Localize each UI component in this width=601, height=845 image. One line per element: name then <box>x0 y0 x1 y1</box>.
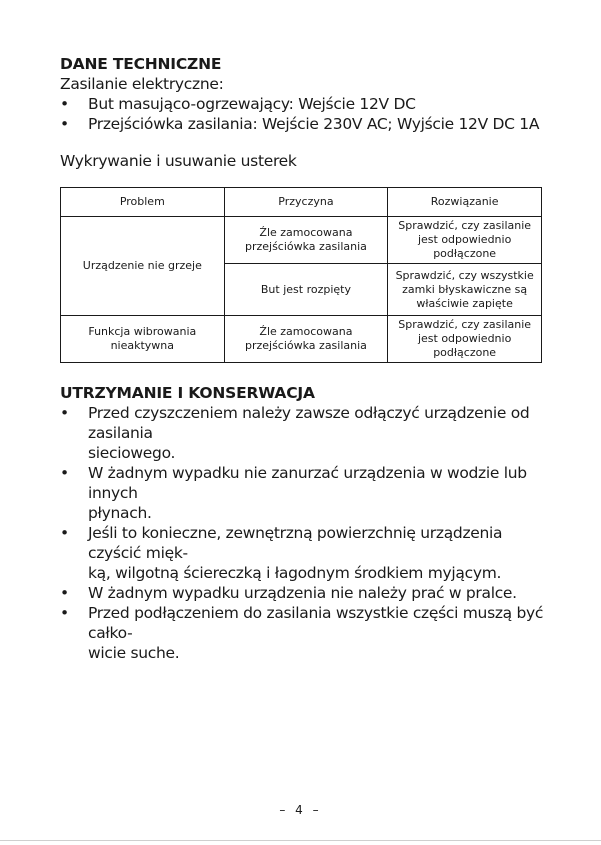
cause-cell: But jest rozpięty <box>224 264 388 316</box>
specs-title: DANE TECHNICZNE <box>60 55 222 73</box>
specs-subtitle: Zasilanie elektryczne: <box>60 75 224 93</box>
problem-cell: Urządzenie nie grzeje <box>61 217 225 316</box>
column-header: Problem <box>61 188 225 217</box>
maintenance-list-item: • W żadnym wypadku urządzenia nie należy prać w pralce. <box>60 584 517 602</box>
bullet-icon: • <box>60 464 69 482</box>
column-header: Rozwiązanie <box>388 188 542 217</box>
table-row <box>61 316 542 363</box>
table-row <box>61 217 542 264</box>
specs-list-item: • Przejściówka zasilania: Wejście 230V AC; Wyjście 12V DC 1A <box>60 115 540 133</box>
page-number: – 4 – <box>279 803 322 817</box>
bullet-icon: • <box>60 95 69 113</box>
table-header-row <box>61 188 542 217</box>
cause-cell: Źle zamocowana przejściówka zasilania <box>224 217 388 264</box>
page-edge-divider <box>0 840 601 841</box>
maintenance-list <box>60 403 560 663</box>
troubleshooting-heading: Wykrywanie i usuwanie usterek <box>60 152 297 170</box>
maintenance-title: UTRZYMANIE I KONSERWACJA <box>60 384 315 402</box>
maintenance-list-item: • W żadnym wypadku nie zanurzać urządzenia w wodzie lub innych płynach. <box>60 464 527 522</box>
document-page <box>60 54 560 663</box>
solution-cell: Sprawdzić, czy zasilanie jest odpowiednio podłączone <box>388 217 542 264</box>
column-header: Przyczyna <box>224 188 388 217</box>
maintenance-list-item: • Przed podłączeniem do zasilania wszystkie części muszą być całko- wicie suche. <box>60 604 544 662</box>
specs-list-item: • But masująco-ogrzewający: Wejście 12V DC <box>60 95 416 113</box>
bullet-icon: • <box>60 604 69 622</box>
bullet-icon: • <box>60 404 69 422</box>
troubleshooting-table <box>60 187 542 363</box>
maintenance-list-item: • Jeśli to konieczne, zewnętrzną powierzchnię urządzenia czyścić mięk- ką, wilgotną ściereczką i łagodnym środkiem myjącym. <box>60 524 503 582</box>
bullet-icon: • <box>60 115 69 133</box>
bullet-icon: • <box>60 524 69 542</box>
solution-cell: Sprawdzić, czy zasilanie jest odpowiednio podłączone <box>388 316 542 363</box>
solution-cell: Sprawdzić, czy wszystkie zamki błyskawiczne są właściwie zapięte <box>388 264 542 316</box>
specs-list <box>60 94 560 134</box>
cause-cell: Źle zamocowana przejściówka zasilania <box>224 316 388 363</box>
bullet-icon: • <box>60 584 69 602</box>
problem-cell: Funkcja wibrowania nieaktywna <box>61 316 225 363</box>
maintenance-list-item: • Przed czyszczeniem należy zawsze odłączyć urządzenie od zasilania sieciowego. <box>60 404 530 462</box>
